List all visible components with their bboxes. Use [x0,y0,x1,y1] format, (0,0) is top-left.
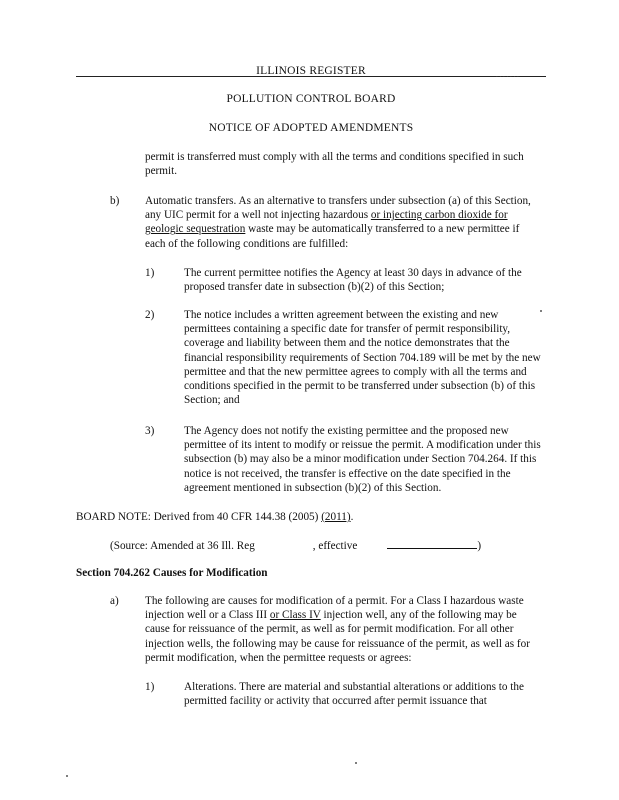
source-line [110,538,550,553]
item-3-marker: 3) [145,425,155,437]
item-2-marker: 2) [145,309,155,321]
item-2-text: The notice includes a written agreement between the existing and new permittees containing a specific date for transfer of permit responsibility, coverage and liability between them and the notice demonstrates that the financial responsibility requirements of Section 704.189 will be met by the new permittee and that the new permittee agrees to comply with all the terms and conditions specified in the permit to be transferred under subsection (b) of this Section; and [184,309,541,407]
item-3-text: The Agency does not notify the existing permittee and the proposed new permittee of its intent to modify or reissue the permit. A modification under this subsection (b) may also be a minor modification under Section 704.264. If this notice is not received, the transfer is effective on the date specified in the agreement mentioned in subsection (b)(2) of this Section. [184,425,541,494]
alterations-marker: 1) [145,681,155,693]
item-1-marker: 1) [145,267,155,279]
register-title: ILLINOIS REGISTER [256,65,366,77]
intro-paragraph: permit is transferred must comply with all the terms and conditions specified in such permit. [145,151,524,178]
source-effective: , effective [312,540,358,552]
subsection-b-inserted-text: or injecting carbon dioxide for geologic sequestration [145,209,508,236]
source-suffix: ) [477,540,482,552]
source-prefix: (Source: Amended at 36 Ill. Reg [110,540,255,552]
scan-speck [66,775,68,777]
subsection-a-text-after: injection well, any of the following may be cause for reissuance of the permit, as well as for permit modification. For all other injection wells, the following may be cause for reissuance of the permit, as well as for permit modification, when the permittee requests or agrees: [145,609,530,664]
subsection-a-text-before: The following are causes for modification of a permit. For a Class I hazardous waste injection well or a Class III [145,595,524,622]
source-date-blank [387,538,477,549]
scan-speck [355,762,357,764]
subsection-b-marker: b) [110,195,120,207]
subsection-a-marker: a) [110,595,119,607]
section-262-title: Section 704.262 Causes for Modification [76,567,268,579]
board-note [76,510,546,524]
subsection-a-paragraph [145,594,543,665]
subsection-b-paragraph [145,194,540,251]
subsection-b-text-after: waste may be automatically transferred to a new permittee if each of the following conditions are fulfilled: [145,223,520,250]
subsection-a-inserted-text: or Class IV [269,609,321,622]
item-1-text: The current permittee notifies the Agency at least 30 days in advance of the proposed transfer date in subsection (b)(2) of this Section; [184,267,522,294]
subsection-b-text-before: Automatic transfers. As an alternative to transfers under subsection (a) of this Section, any UIC permit for a well not injecting hazardous [145,195,531,222]
board-note-text-after: . [350,511,354,523]
board-note-inserted-year: (2011) [321,511,351,523]
board-title: POLLUTION CONTROL BOARD [226,93,396,105]
header-tag: . . . . . . . [496,71,519,79]
notice-title: NOTICE OF ADOPTED AMENDMENTS [208,122,414,134]
scan-speck [540,310,542,312]
alterations-text: Alterations. There are material and substantial alterations or additions to the permitted facility or activity that occurred after permit issuance that [184,681,524,708]
board-note-text-before: BOARD NOTE: Derived from 40 CFR 144.38 (2005) [76,511,322,523]
